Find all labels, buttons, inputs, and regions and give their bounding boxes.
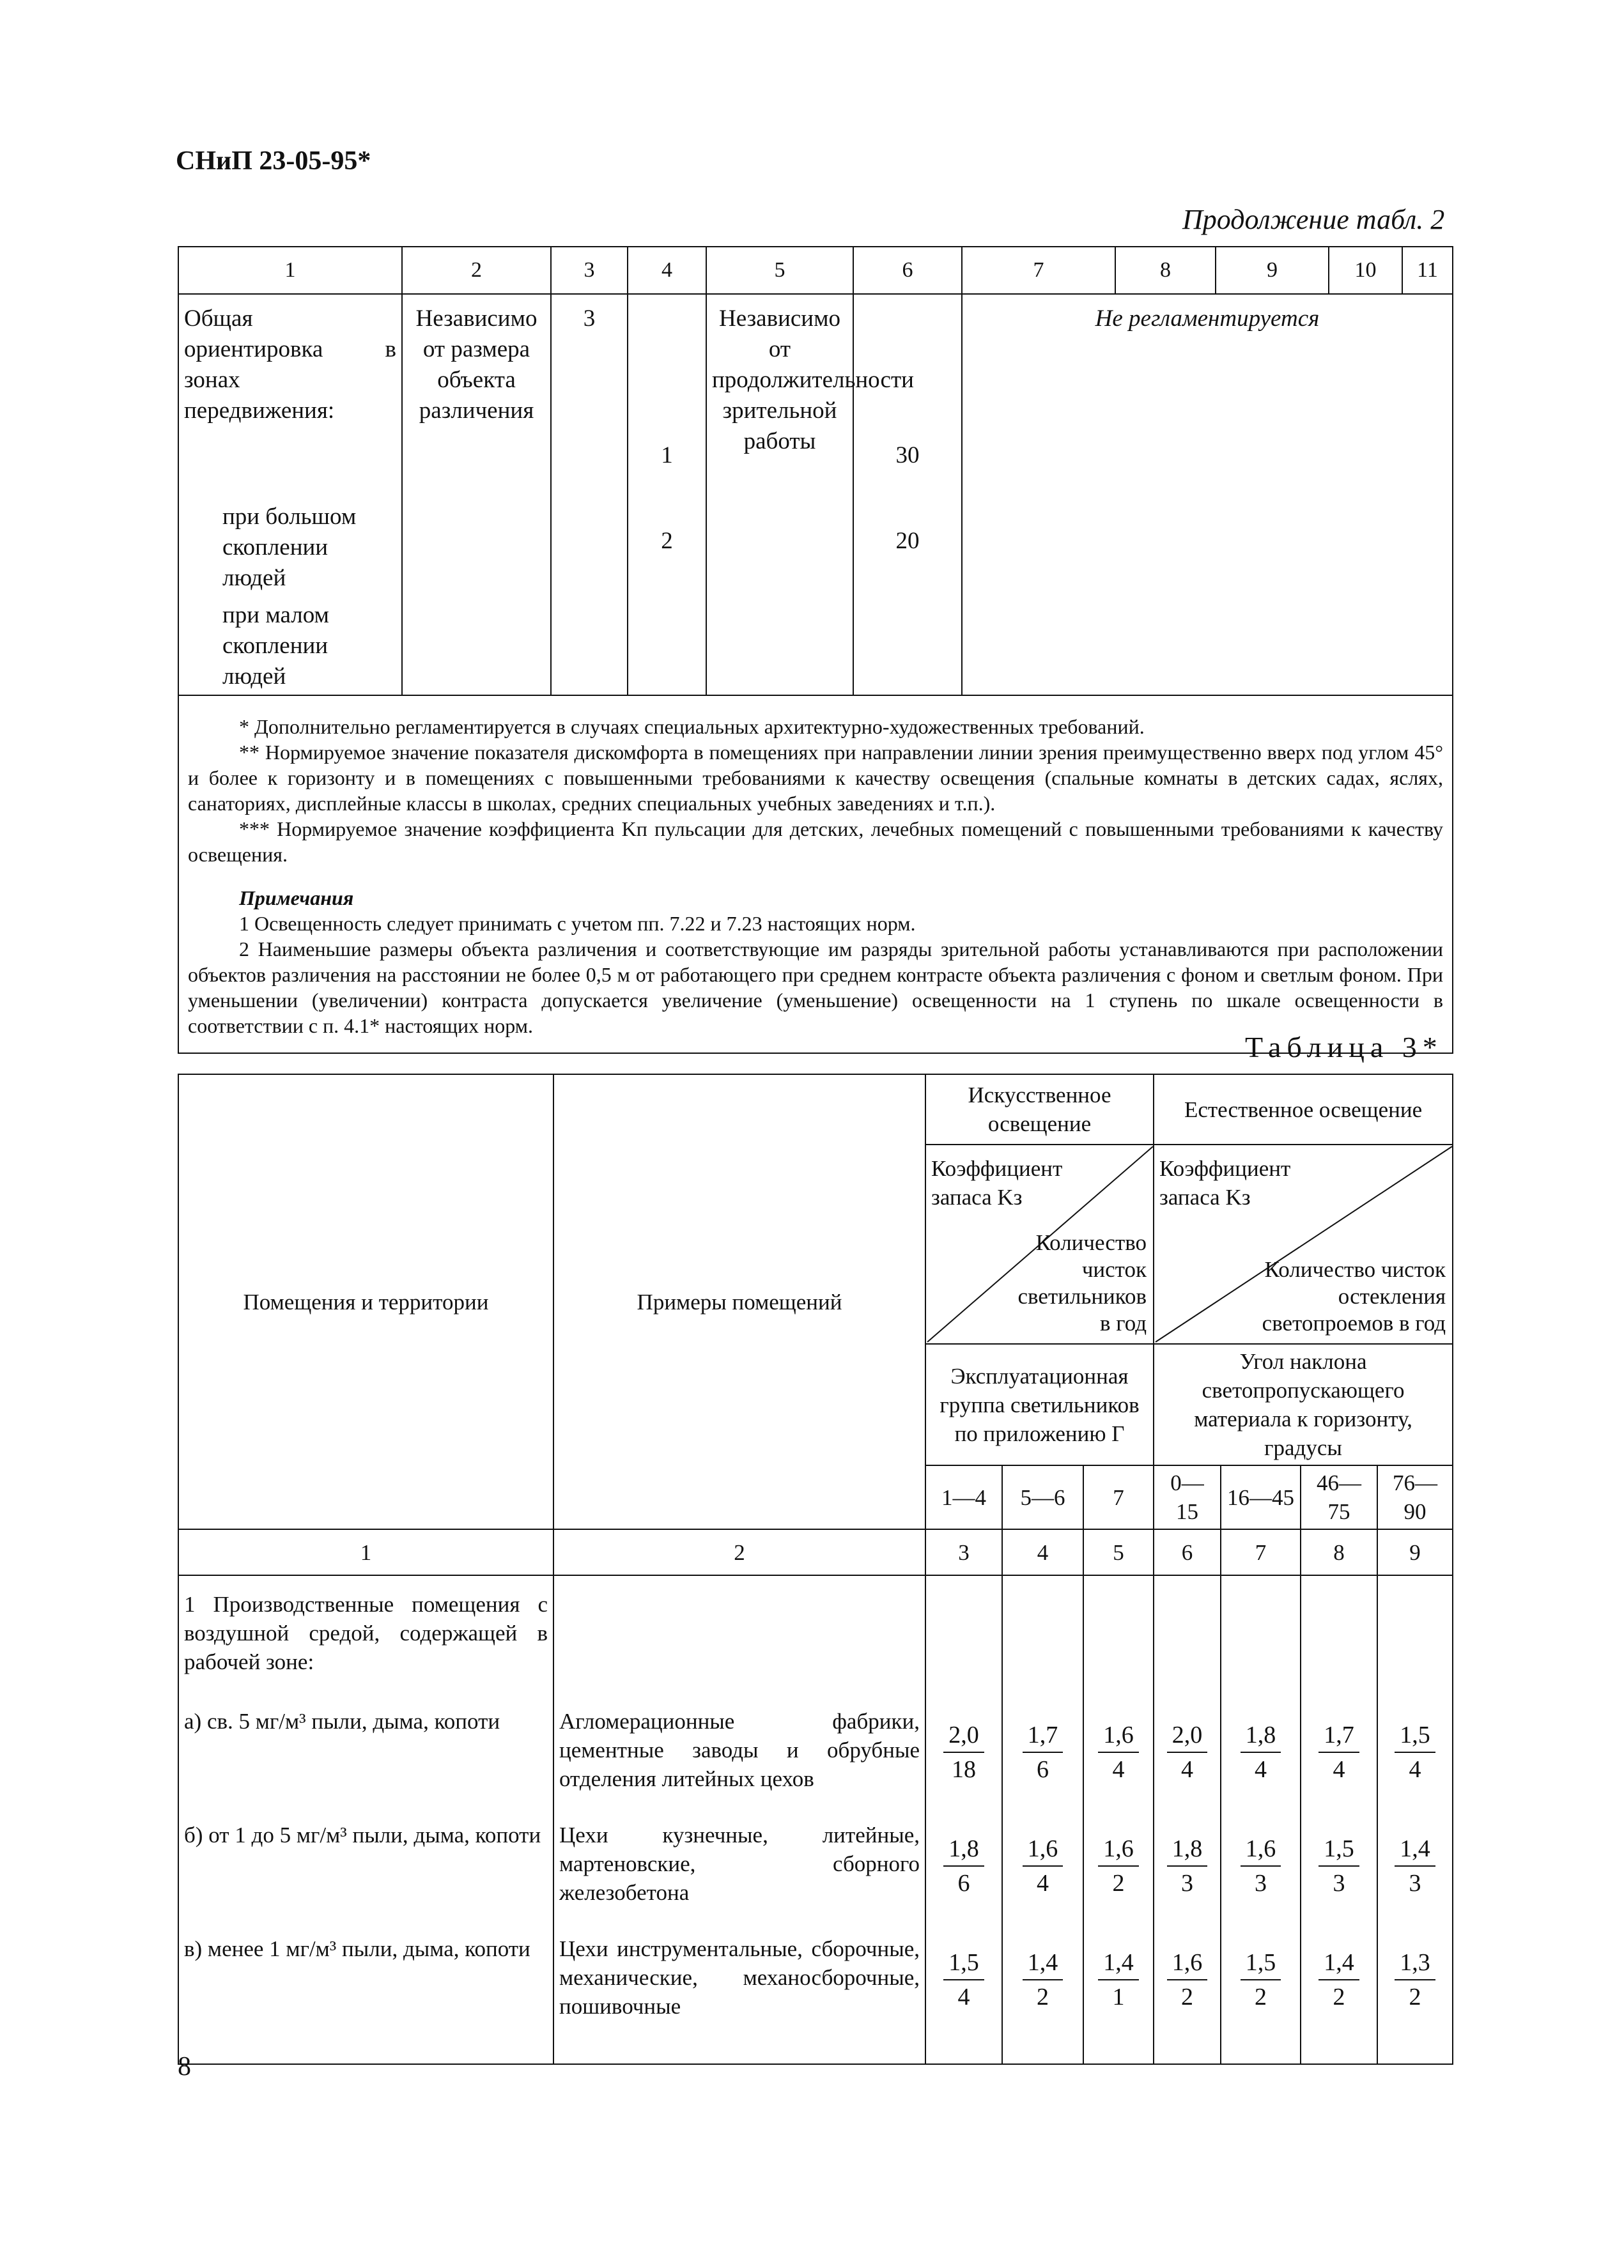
cleanings-per-year: 6 [957, 1870, 970, 1897]
t3-number-row [178, 1529, 1453, 1575]
cleanings-per-year: 2 [1333, 1984, 1345, 2010]
table-3 [178, 1074, 1453, 2065]
t3-subcol: 0—15 [1154, 1465, 1221, 1529]
remark-2: 2 Наименьшие размеры объекта различения и соответствующие им разряды зрительной работы устанавливаются при расположении объектов различения на расстоянии не более 0,5 м от работающего при среднем контрасте объекта различения с фоном и светлым фоном. При уменьшении (увеличении) контраста допускается увеличение (уменьшение) освещенности на 1 ступень по шкале освещенности в соответствии с п. 4.1* настоящих норм. [188, 937, 1443, 1037]
reserve-coefficient: 1,5 [1241, 1946, 1281, 1980]
coefficient-fraction [1301, 1934, 1377, 2048]
table2-cell-subcategory [628, 294, 706, 695]
cleanings-per-year: 4 [1255, 1756, 1267, 1783]
table2-sub2-c6: 20 [895, 528, 920, 554]
t3-diag-natural [1154, 1145, 1453, 1344]
reserve-coefficient: 2,0 [943, 1718, 984, 1753]
diag-art-top-text: Коэффициент запаса Kз [931, 1156, 1063, 1210]
table2-row-title: Общая ориентировка в зонах передвижения: [184, 305, 396, 424]
table2-notes-row [178, 695, 1453, 1053]
diag-nat-top-text: Коэффициент запаса Kз [1159, 1156, 1291, 1210]
reserve-coefficient: 1,6 [1167, 1946, 1208, 1980]
table2-col-num: 3 [551, 247, 628, 294]
coefficient-fraction [1154, 1707, 1220, 1821]
t3-header-rooms: Помещения и территории [178, 1074, 553, 1529]
t3-header-examples: Примеры помещений [553, 1074, 925, 1529]
t3-subcol: 46—75 [1301, 1465, 1377, 1529]
cleanings-per-year: 4 [1409, 1756, 1421, 1783]
t3-col-number: 9 [1377, 1529, 1453, 1575]
table2-col-num: 9 [1216, 247, 1329, 294]
t3-row-label: б) от 1 до 5 мг/м³ пыли, дыма, копоти [184, 1823, 541, 1848]
coefficient-fraction [926, 1934, 1001, 2048]
t3-col-number: 1 [178, 1529, 553, 1575]
t3-col-number: 3 [925, 1529, 1002, 1575]
cleanings-per-year: 4 [1112, 1756, 1125, 1783]
cleanings-per-year: 3 [1409, 1870, 1421, 1897]
cleanings-per-year: 4 [1181, 1756, 1194, 1783]
reserve-coefficient: 1,5 [1395, 1718, 1435, 1753]
table2-header-row [178, 247, 1453, 294]
table2-cell-category: 3 [551, 294, 628, 695]
t3-subcol: 1—4 [925, 1465, 1002, 1529]
t3-value-column [1154, 1575, 1221, 2064]
reserve-coefficient: 2,0 [1167, 1718, 1208, 1753]
remark-1: 1 Освещенность следует принимать с учетом пп. 7.22 и 7.23 настоящих норм. [239, 912, 916, 935]
table2-cell-area [178, 294, 402, 695]
coefficient-fraction [1378, 1934, 1452, 2048]
cleanings-per-year: 2 [1255, 1984, 1267, 2010]
t3-row-example: Цехи инструментальные, сборочные, механические, механосборочные, пошивочные [559, 1936, 920, 2019]
t3-row-label: а) св. 5 мг/м³ пыли, дыма, копоти [184, 1709, 500, 1734]
cleanings-per-year: 2 [1037, 1984, 1049, 2010]
coefficient-fraction [1378, 1821, 1452, 1934]
table2-sub2-c4: 2 [661, 528, 673, 554]
table2-col-num: 10 [1329, 247, 1402, 294]
table2-cell-not-regulated: Не регламентируется [962, 294, 1453, 695]
cleanings-per-year: 1 [1112, 1984, 1125, 2010]
t3-value-column [1083, 1575, 1154, 2064]
table2-col-num: 6 [853, 247, 962, 294]
note-3: *** Нормируемое значение коэффициента Kп пульсации для детских, лечебных помещений с повышенными требованиями к качеству освещения. [188, 817, 1443, 866]
t3-col-number: 7 [1221, 1529, 1301, 1575]
reserve-coefficient: 1,8 [1167, 1832, 1208, 1867]
table-2 [178, 246, 1453, 1054]
table2-col-num: 4 [628, 247, 706, 294]
table2-col-num: 8 [1115, 247, 1216, 294]
reserve-coefficient: 1,7 [1319, 1718, 1359, 1753]
t3-header-group: Эксплуатационная группа светильников по приложению Г [925, 1344, 1154, 1465]
coefficient-fraction [926, 1821, 1001, 1934]
cleanings-per-year: 3 [1181, 1870, 1194, 1897]
t3-col-number: 5 [1083, 1529, 1154, 1575]
t3-subcol: 16—45 [1221, 1465, 1301, 1529]
cleanings-per-year: 18 [952, 1756, 976, 1783]
table2-col-num: 5 [706, 247, 853, 294]
coefficient-fraction [1003, 1821, 1083, 1934]
cleanings-per-year: 4 [957, 1984, 970, 2010]
t3-value-column [925, 1575, 1002, 2064]
coefficient-fraction [1003, 1707, 1083, 1821]
page-number: 8 [178, 2052, 191, 2081]
table2-col-num: 7 [962, 247, 1115, 294]
table-3-title: Таблица 3* [1245, 1031, 1443, 1063]
t3-header-natural: Естественное освещение [1154, 1074, 1453, 1145]
coefficient-fraction [926, 1707, 1001, 1821]
table2-col-num: 2 [402, 247, 551, 294]
cleanings-per-year: 3 [1255, 1870, 1267, 1897]
table2-cell-illuminance [853, 294, 962, 695]
reserve-coefficient: 1,4 [1319, 1946, 1359, 1980]
table2-notes [178, 695, 1453, 1053]
coefficient-fraction [1084, 1934, 1153, 2048]
t3-cell-examples [553, 1575, 925, 2064]
t3-col-number: 6 [1154, 1529, 1221, 1575]
t3-value-column [1377, 1575, 1453, 2064]
t3-cell-rooms [178, 1575, 553, 2064]
table2-sub1-c4: 1 [661, 442, 673, 468]
coefficient-fraction [1378, 1707, 1452, 1821]
t3-header-artificial: Искусственное освещение [925, 1074, 1154, 1145]
t3-col-number: 2 [553, 1529, 925, 1575]
t3-row-example: Цехи кузнечные, литейные, мартеновские, сборного железобетона [559, 1823, 920, 1905]
cleanings-per-year: 2 [1181, 1984, 1194, 2010]
t3-value-column [1301, 1575, 1377, 2064]
coefficient-fraction [1154, 1821, 1220, 1934]
reserve-coefficient: 1,6 [1098, 1718, 1139, 1753]
t3-col-number: 4 [1002, 1529, 1083, 1575]
t3-value-column [1002, 1575, 1083, 2064]
t3-col-number: 8 [1301, 1529, 1377, 1575]
t3-subcol: 7 [1083, 1465, 1154, 1529]
reserve-coefficient: 1,7 [1023, 1718, 1063, 1753]
table2-cell-size: Независимо от размера объекта различения [402, 294, 551, 695]
cleanings-per-year: 4 [1037, 1870, 1049, 1897]
reserve-coefficient: 1,5 [1319, 1832, 1359, 1867]
reserve-coefficient: 1,6 [1023, 1832, 1063, 1867]
reserve-coefficient: 1,4 [1023, 1946, 1063, 1980]
cleanings-per-year: 4 [1333, 1756, 1345, 1783]
reserve-coefficient: 1,5 [943, 1946, 984, 1980]
coefficient-fraction [1003, 1934, 1083, 2048]
note-2: ** Нормируемое значение показателя дискомфорта в помещениях при направлении линии зрения преимущественно вверх под углом 45° и более к горизонту и в помещениях с повышенными требованиями к качеству освещения (спальные комнаты в детских садах, яслях, санаториях, дисплейные классы в школах, средних специальных учебных заведениях и т.п.). [188, 741, 1443, 815]
coefficient-fraction [1301, 1707, 1377, 1821]
coefficient-fraction [1221, 1707, 1300, 1821]
diag-nat-bottom-text: Количество чисток остекления светопроемов в год [1262, 1257, 1446, 1336]
t3-section-title: 1 Производственные помещения с воздушной средой, содержащей в рабочей зоне: [184, 1592, 548, 1674]
document-code: СНиП 23-05-95* [176, 146, 371, 176]
t3-header-angle: Угол наклона светопропускающего материала к горизонту, градусы [1154, 1344, 1453, 1465]
table2-cell-duration: Независимо от продолжительности зрительной работы [706, 294, 853, 695]
table2-sub1-label: при большом скоплении людей [222, 504, 357, 591]
coefficient-fraction [1221, 1821, 1300, 1934]
diag-art-bottom-text: Количество чисток светильников в год [1017, 1230, 1147, 1336]
t3-diag-artificial [925, 1145, 1154, 1344]
reserve-coefficient: 1,6 [1241, 1832, 1281, 1867]
reserve-coefficient: 1,6 [1098, 1832, 1139, 1867]
coefficient-fraction [1221, 1934, 1300, 2048]
reserve-coefficient: 1,8 [1241, 1718, 1281, 1753]
notes-heading: Примечания [239, 886, 354, 909]
reserve-coefficient: 1,4 [1395, 1832, 1435, 1867]
t3-body-row [178, 1575, 1453, 2064]
table2-col-num: 11 [1402, 247, 1453, 294]
table2-sub2-label: при малом скоплении людей [222, 602, 329, 690]
reserve-coefficient: 1,8 [943, 1832, 984, 1867]
t3-value-column [1221, 1575, 1301, 2064]
note-1: * Дополнительно регламентируется в случаях специальных архитектурно-художественных требований. [239, 715, 1145, 738]
table2-body-row [178, 294, 1453, 695]
reserve-coefficient: 1,3 [1395, 1946, 1435, 1980]
t3-subcol: 76—90 [1377, 1465, 1453, 1529]
cleanings-per-year: 3 [1333, 1870, 1345, 1897]
table2-sub1-c6: 30 [895, 442, 920, 468]
coefficient-fraction [1154, 1934, 1220, 2048]
reserve-coefficient: 1,4 [1098, 1946, 1139, 1980]
table-continuation-label: Продолжение табл. 2 [1182, 204, 1445, 235]
coefficient-fraction [1084, 1707, 1153, 1821]
cleanings-per-year: 6 [1037, 1756, 1049, 1783]
coefficient-fraction [1301, 1821, 1377, 1934]
table2-col-num: 1 [178, 247, 402, 294]
cleanings-per-year: 2 [1409, 1984, 1421, 2010]
coefficient-fraction [1084, 1821, 1153, 1934]
t3-subcol: 5—6 [1002, 1465, 1083, 1529]
t3-row-label: в) менее 1 мг/м³ пыли, дыма, копоти [184, 1936, 530, 1961]
t3-row-example: Агломерационные фабрики, цементные заводы и обрубные отделения литейных цехов [559, 1709, 920, 1791]
cleanings-per-year: 2 [1112, 1870, 1125, 1897]
